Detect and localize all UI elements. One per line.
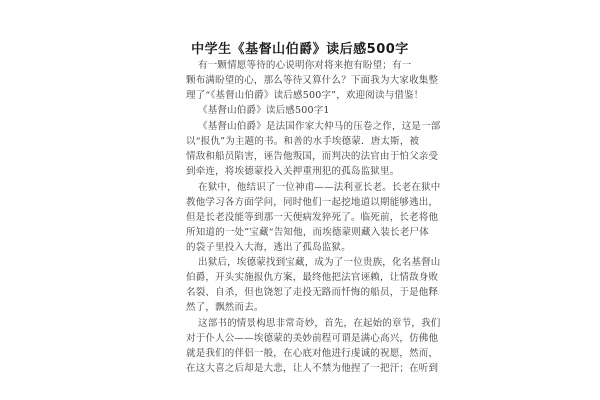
paragraph-line: 《基督山伯爵》是法国作家大仲马的压卷之作，这是一部 bbox=[198, 121, 441, 132]
paragraph-line: 到牵连，将埃德蒙投入关押重刑犯的孤岛监狱里。 bbox=[186, 166, 400, 177]
page-title: 中学生《基督山伯爵》读后感500字 bbox=[191, 42, 409, 57]
paragraph-line: 理了“《基督山伯爵》读后感500字”，欢迎阅读与借鉴！ bbox=[186, 90, 424, 101]
paragraph-line: 这部书的情景构思非常奇妙，首先，在起始的章节，我们 bbox=[198, 318, 441, 329]
paragraph-line: 情敌和船员陷害，诬告他叛国，而判决的法官由于怕父亲受 bbox=[186, 151, 439, 162]
paragraph-line: 有一颗情愿等待的心说明你对将来抱有盼望；有一 bbox=[198, 60, 412, 71]
paragraph-line: 在狱中，他结识了一位神甫——法利亚长老。长老在狱中 bbox=[198, 182, 441, 193]
paragraph-line: 名裂、自杀，但也饶恕了走投无路而忏悔的船员，于是他释 bbox=[186, 287, 439, 298]
paragraph-line: 然了，飘然而去。 bbox=[186, 302, 264, 313]
paragraph-line: 的袋子里投入大海，逃出了孤岛监狱。 bbox=[186, 242, 351, 253]
paragraph-line: 伯爵，开头实施报仇方案，最终他把法官诬赖，让情敌身败 bbox=[186, 272, 439, 283]
paragraph-line: 所知道的一处”宝藏“告知他，而埃德蒙则藏入装长老尸体 bbox=[186, 227, 429, 238]
paragraph-line: 在这大喜之后却是大悲，让人不禁为他捏了一把汗；在听到 bbox=[186, 363, 439, 374]
section-heading: 《基督山伯爵》读后感500字1 bbox=[198, 105, 330, 116]
paragraph-line: 教他学习各方面学问，同时他们一起挖地道以期能够逃出， bbox=[186, 197, 439, 208]
paragraph-line: 就是我们的伴侣一般，在心底对他进行虔诚的祝愿，然而， bbox=[186, 348, 439, 359]
paragraph-line: 颗布满盼望的心，那么等待又算什么？下面我为大家收集整 bbox=[186, 75, 439, 86]
paragraph-line: 以“报仇”为主题的书。和善的水手埃德蒙．唐太斯，被 bbox=[186, 136, 420, 147]
paragraph-line: 对于仆人公——埃德蒙的美妙前程可谓是满心高兴，仿佛他 bbox=[186, 333, 439, 344]
paragraph-line: 出狱后，埃德蒙找到宝藏，成为了一位贵族，化名基督山 bbox=[198, 257, 441, 268]
paragraph-line: 但是长老没能等到那一天便病发猝死了。临死前，长老将他 bbox=[186, 212, 439, 223]
